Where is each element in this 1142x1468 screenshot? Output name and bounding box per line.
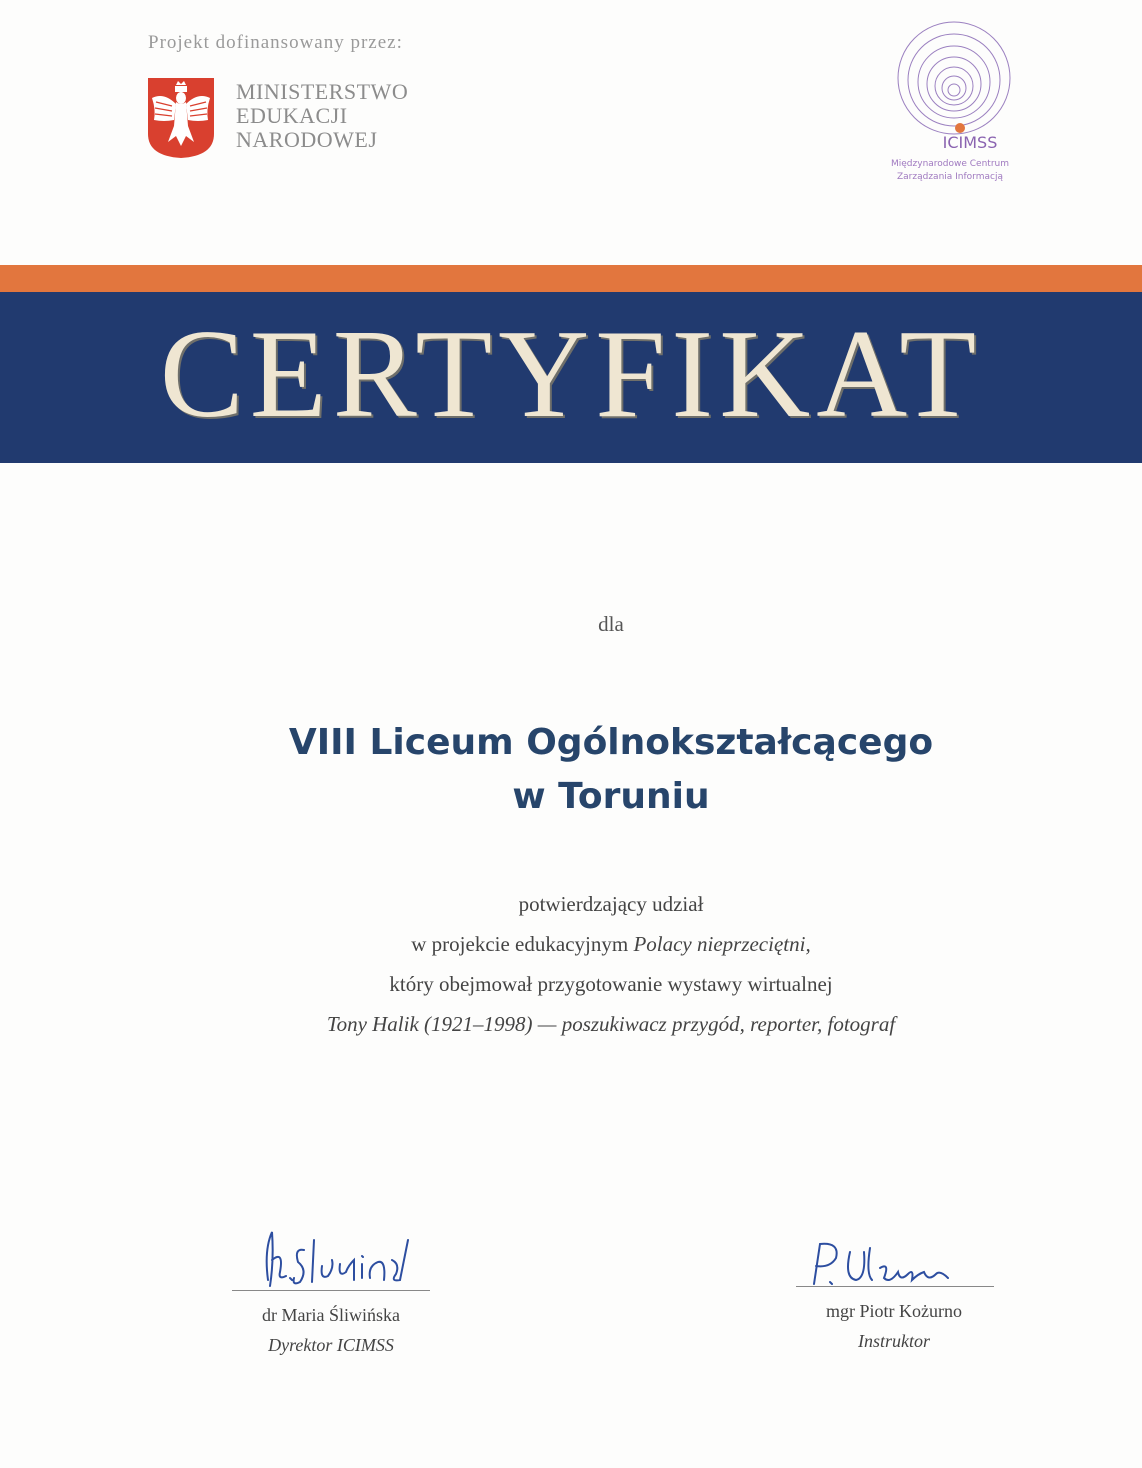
- signer-name: mgr Piotr Kożurno: [826, 1301, 962, 1321]
- statement-line-3: który obejmował przygotowanie wystawy wirtualnej: [389, 972, 833, 996]
- polish-eagle-emblem-icon: [146, 76, 216, 160]
- sponsor-caption: Projekt dofinansowany przez:: [148, 32, 403, 53]
- icimss-subtitle: [870, 158, 1030, 184]
- icimss-subtitle-line-2: Zarządzania Informacją: [897, 172, 1003, 182]
- signer-role: Dyrektor ICIMSS: [268, 1335, 394, 1355]
- recipient-line-1: VIII Liceum Ogólnokształcącego: [288, 722, 934, 763]
- recipient-line-2: w Toruniu: [512, 776, 710, 817]
- icimss-subtitle-line-1: Międzynarodowe Centrum: [891, 159, 1009, 169]
- exhibition-title: Tony Halik (1921–1998) — poszukiwacz przygód, reporter, fotograf: [326, 1012, 896, 1036]
- ministry-line-1: MINISTERSTWO: [236, 79, 409, 104]
- certificate-statement: [0, 884, 1142, 1044]
- ministry-line-3: NARODOWEJ: [236, 127, 378, 152]
- signature-left-icon: [250, 1220, 420, 1300]
- for-label: dla: [598, 612, 624, 636]
- statement-line-2-text: w projekcie edukacyjnym: [411, 932, 634, 956]
- orange-stripe: [0, 265, 1142, 292]
- signer-right: [794, 1296, 994, 1356]
- ministry-name: [236, 80, 408, 152]
- project-title: Polacy nieprzeciętni,: [633, 932, 811, 956]
- signature-line-left: [232, 1290, 430, 1291]
- icimss-logo-icon: [888, 10, 1018, 135]
- statement-line-4: [0, 1004, 1142, 1044]
- signer-left: [231, 1300, 431, 1360]
- statement-line-2: [0, 924, 1142, 964]
- statement-line-1: potwierdzający udział: [518, 892, 704, 916]
- ministry-line-2: EDUKACJI: [236, 103, 348, 128]
- certificate-title: CERTYFIKAT: [159, 305, 983, 444]
- signer-role: Instruktor: [858, 1331, 930, 1351]
- signer-name: dr Maria Śliwińska: [262, 1305, 400, 1325]
- icimss-name: ICIMSS: [942, 133, 998, 152]
- recipient-name: [0, 716, 1142, 824]
- signature-line-right: [796, 1286, 994, 1287]
